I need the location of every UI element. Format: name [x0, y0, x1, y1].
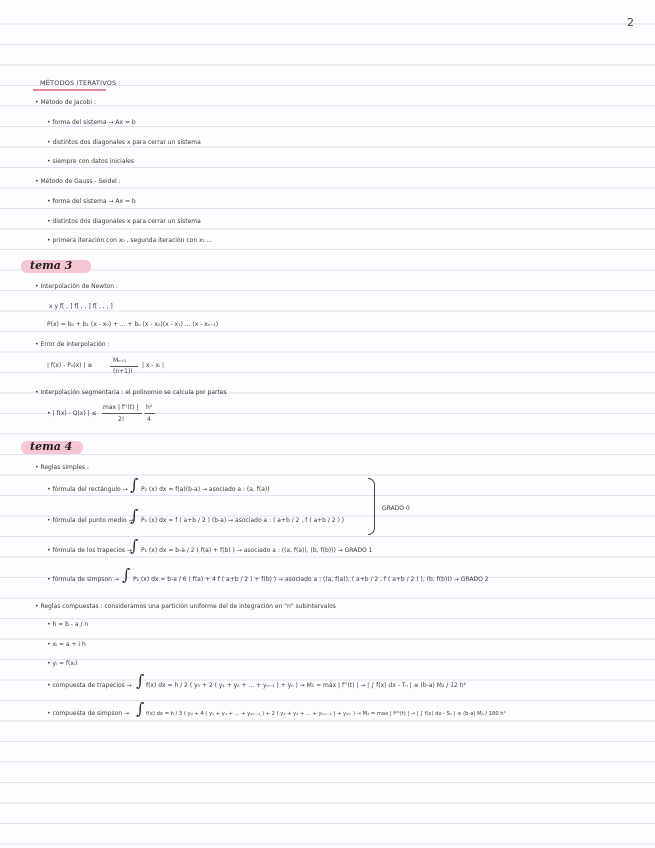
composite-trapezoid-label: • compuesta de trapecios →	[47, 682, 132, 689]
jacobi-line-3: • siempre con datos iniciales	[47, 158, 135, 165]
trapezoid-rule-equation: P₁ (x) dx = b-a / 2 ( f(a) + f(b) ) → asociado a : ((a, f(a)), (b, f(b))) → GRADO 1	[141, 547, 373, 554]
gauss-seidel-title: • Método de Gauss - Seidel :	[35, 178, 121, 185]
segmentaria-formula-numerator-2: h²	[146, 404, 153, 411]
h-definition: • h = b - a / n	[47, 621, 89, 628]
section-title-underline	[33, 89, 106, 91]
rectangle-rule-equation: P₀ (x) dx = f(a)(b-a) → asociado a : (a, f(a))	[141, 486, 270, 493]
newton-title: • Interpolación de Newton :	[35, 283, 118, 290]
newton-formula: P(x) = b₀ + b₁ (x - x₀) + ... + bₙ (x - x₀)(x - x₁) ... (x - xₙ₋₁)	[47, 321, 219, 328]
trapezoid-rule-label: • fórmula de los trapecios →	[47, 547, 132, 554]
segmentaria-title: • Interpolación segmentaria : el polinomio se calcula por partes	[35, 389, 227, 396]
midpoint-rule-label: • fórmula del punto medio →	[47, 517, 134, 524]
integral-sign: ∫	[136, 699, 145, 718]
error-formula-denominator: (n+1)!	[113, 368, 133, 375]
midpoint-rule-equation: P₀ (x) dx = f ( a+b / 2 ) (b-a) → asociado a : ( a+b / 2 , f ( a+b / 2 ) )	[141, 517, 345, 524]
simpson-rule-label: • fórmula de simpson →	[47, 576, 119, 583]
composite-simpson-equation: f(x) dx = h / 3 ( y₀ + 4 ( y₁ + y₃ + ... + y₂ₘ₋₁ ) + 2 ( y₂ + y₄ + ... + y₂ₘ₋₂ ) + y₂ₘ ) → M₄ = max | f⁽⁴⁾(t) | → | ∫ f(x) dx - Sₙ | ≤ (b-a) M₄ / 180 h⁴	[146, 711, 506, 717]
yi-definition: • yᵢ = f(xᵢ)	[47, 660, 78, 667]
error-title: • Error de interpolación :	[35, 341, 110, 348]
simple-rules-title: • Reglas simples :	[35, 464, 90, 471]
integral-sign: ∫	[130, 475, 139, 494]
composite-simpson-label: • compuesta de simpson →	[47, 710, 130, 717]
error-formula-right: | x - xᵢ |	[142, 362, 165, 369]
segmentaria-formula-denominator: 2!	[118, 416, 125, 423]
section-title: MÉTODOS ITERATIVOS	[40, 79, 117, 87]
simpson-rule-equation: P₂ (x) dx = b-a / 6 ( f(a) + 4 f ( a+b / 2 ) + f(b) ) → asociado a : ((a, f(a)), ( a+b / 2 , f ( a+b / 2 ) ), (b, f(b))) → GRADO 2	[133, 576, 489, 583]
tema4-heading: tema 4	[30, 440, 73, 453]
newton-table-header: x y f[ , ] f[ , , ] f[ , , , ]	[49, 303, 113, 310]
integral-sign: ∫	[130, 506, 139, 525]
composite-trapezoid-equation: f(x) dx = h / 2 ( y₀ + 2 ( y₁ + y₂ + ... + yₙ₋₁ ) + yₙ ) → M₂ = max | f''(t) | → | ∫ f(x) dx - Tₙ | ≤ (b-a) M₂ / 12 h²	[146, 682, 466, 689]
tema3-heading: tema 3	[30, 259, 73, 272]
error-formula-numerator: Mₙ₊₁	[113, 357, 127, 364]
rectangle-rule-label: • fórmula del rectángulo →	[47, 486, 128, 493]
composite-rules-title: • Reglas compuestas : consideramos una partición uniforme del de integración en "n" subintervalos	[35, 603, 336, 610]
segmentaria-fraction-bar	[102, 413, 142, 414]
error-formula-left: | f(x) - Pₙ(x) | ≤	[47, 362, 93, 369]
jacobi-line-1: • forma del sistema → Ax = b	[47, 119, 136, 126]
segmentaria-formula-left: • | f(x) - Q(x) | ≤	[47, 410, 97, 417]
segmentaria-formula-numerator: max | f''(t) |	[103, 404, 139, 411]
jacobi-title: • Método de Jacobi :	[35, 99, 96, 106]
grado0-brace	[368, 478, 375, 535]
integral-sign: ∫	[130, 536, 139, 555]
integral-sign: ∫	[122, 565, 131, 584]
grado0-label: GRADO 0	[382, 505, 410, 512]
page-number: 2	[627, 16, 634, 29]
segmentaria-formula-denominator-2: 4	[147, 416, 151, 423]
error-fraction-bar	[110, 366, 138, 367]
integral-sign: ∫	[136, 671, 145, 690]
gauss-seidel-line-3: • primera iteración con x₀ , segunda iteración con x₁ ...	[47, 237, 213, 244]
segmentaria-fraction-bar-2	[145, 413, 155, 414]
jacobi-line-2: • distintos dos diagonales x para cerrar un sistema	[47, 139, 201, 146]
xi-definition: • xᵢ = a + i h	[47, 641, 86, 648]
gauss-seidel-line-2: • distintos dos diagonales x para cerrar un sistema	[47, 218, 201, 225]
gauss-seidel-line-1: • forma del sistema → Ax = b	[47, 198, 136, 205]
